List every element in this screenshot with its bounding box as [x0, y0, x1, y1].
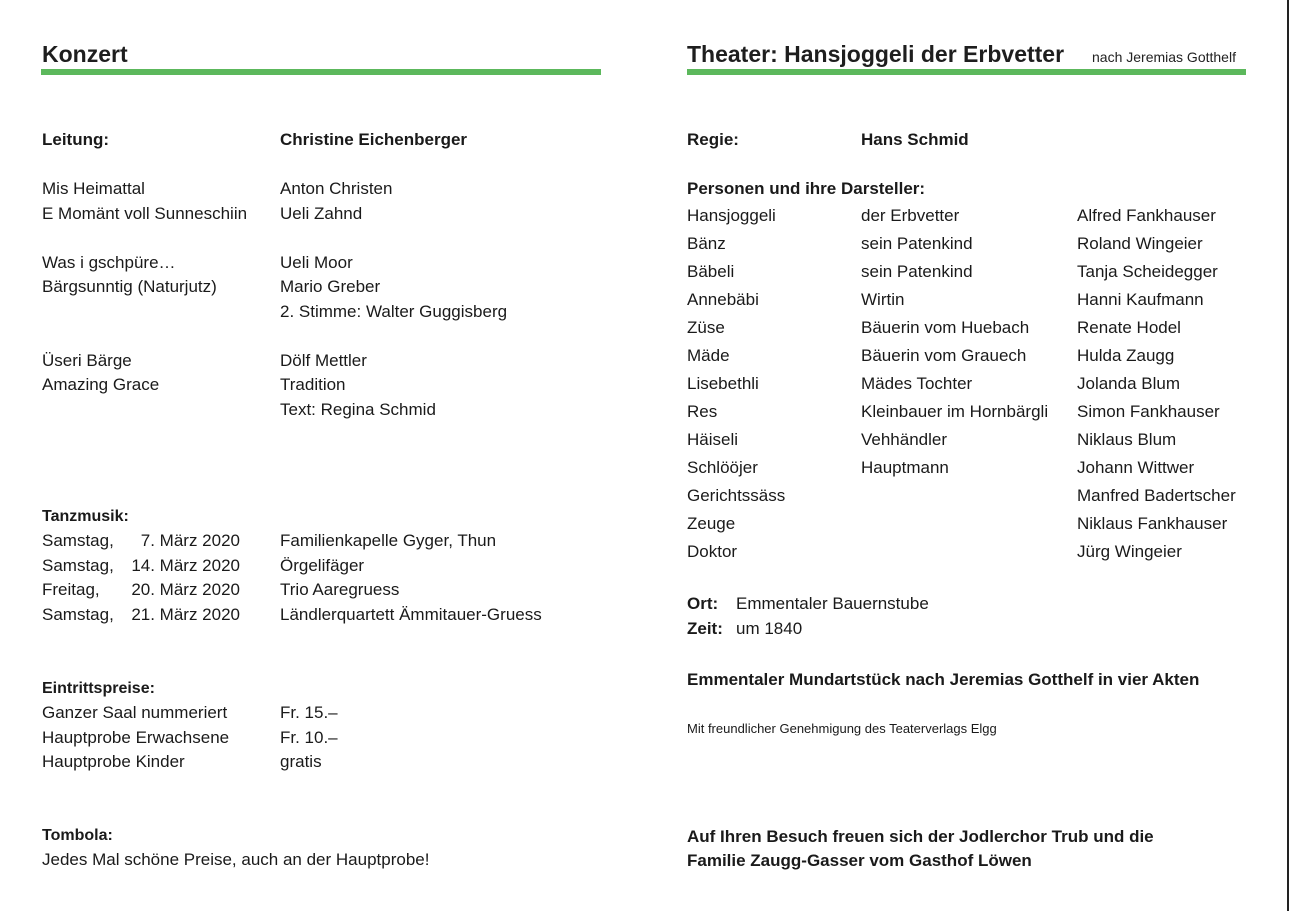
cast-actor: Hulda Zaugg [1077, 346, 1175, 365]
preise-label: Eintrittspreise: [42, 680, 155, 697]
cast-desc: Vehhändler [861, 430, 948, 449]
song-title: Mis Heimattal [42, 179, 145, 198]
preise-values [280, 703, 338, 777]
zeit-value: um 1840 [736, 619, 803, 638]
zeit-label: Zeit: [687, 619, 723, 638]
personen-label: Personen und ihre Darsteller: [687, 179, 926, 198]
cast-role: Züse [687, 318, 725, 337]
song-title [42, 302, 247, 327]
cast-actor: Jolanda Blum [1077, 374, 1181, 393]
tanz-band: Ländlerquartett Ämmitauer-Gruess [280, 604, 542, 624]
preis-item: Ganzer Saal nummeriert [42, 703, 228, 722]
song-author: Text: Regina Schmid [280, 399, 436, 419]
cast-actor: Alfred Fankhauser [1077, 206, 1216, 225]
preis-value: Fr. 10.– [280, 727, 338, 747]
song-author: Anton Christen [280, 179, 393, 198]
tanz-band: Familienkapelle Gyger, Thun [280, 531, 497, 550]
page-border-line [1287, 0, 1289, 911]
preise-items [42, 703, 229, 777]
cast-actor: Niklaus Blum [1077, 430, 1177, 449]
preis-item: Hauptprobe Erwachsene [42, 727, 230, 747]
besuch-line-2: Familie Zaugg-Gasser vom Gasthof Löwen [687, 851, 1032, 870]
cast-roles [687, 206, 785, 570]
cast-actor: Johann Wittwer [1077, 458, 1195, 477]
song-author: 2. Stimme: Walter Guggisberg [280, 301, 508, 321]
cast-desc: Bäuerin vom Huebach [861, 318, 1030, 337]
song-title: Amazing Grace [42, 375, 160, 394]
tanz-band: Trio Aaregruess [280, 580, 400, 599]
cast-role: Schlööjer [687, 458, 758, 477]
regie-name: Hans Schmid [861, 130, 969, 149]
song-title: E Momänt voll Sunneschiin [42, 203, 248, 223]
theater-subtitle: nach Jeremias Gotthelf [1092, 49, 1236, 65]
song-title [42, 400, 247, 425]
tanz-day: Freitag, [42, 580, 100, 599]
song-author: Ueli Moor [280, 252, 353, 272]
tombola-text: Jedes Mal schöne Preise, auch an der Hauptprobe! [42, 850, 430, 869]
cast-descriptions [861, 206, 1048, 486]
genehmigung-note: Mit freundlicher Genehmigung des Teaterverlags Elgg [687, 721, 997, 736]
tanzmusik-label: Tanzmusik: [42, 508, 129, 525]
cast-role: Mäde [687, 346, 730, 365]
tanzmusik-bands [280, 531, 542, 629]
preis-item: Hauptprobe Kinder [42, 752, 185, 771]
song-author: Tradition [280, 375, 346, 394]
cast-role: Häiseli [687, 430, 739, 449]
song-title: Üseri Bärge [42, 350, 132, 370]
preis-value: Fr. 15.– [280, 703, 338, 722]
cast-role: Gerichtssäss [687, 486, 786, 505]
preis-value: gratis [280, 752, 322, 771]
cast-desc: Wirtin [861, 290, 905, 309]
cast-desc: der Erbvetter [861, 206, 960, 225]
cast-role: Hansjoggeli [687, 206, 776, 225]
song-author: Ueli Zahnd [280, 203, 363, 223]
cast-role: Lisebethli [687, 374, 759, 393]
tanz-date: 14. März 2020 [131, 555, 240, 575]
konzert-underline [41, 69, 601, 75]
cast-role: Res [687, 402, 718, 421]
cast-actor: Roland Wingeier [1077, 234, 1203, 253]
song-title: Was i gschpüre… [42, 252, 176, 272]
song-author: Mario Greber [280, 277, 381, 296]
cast-actor: Jürg Wingeier [1077, 542, 1182, 561]
tanz-day: Samstag, [42, 531, 114, 550]
cast-actor: Renate Hodel [1077, 318, 1181, 337]
tanz-date: 20. März 2020 [131, 580, 240, 599]
tanz-date: 7. März 2020 [140, 531, 240, 550]
cast-desc: Kleinbauer im Hornbärgli [861, 402, 1049, 421]
cast-actor: Hanni Kaufmann [1077, 290, 1204, 309]
tombola-label: Tombola: [42, 827, 113, 844]
cast-desc: Bäuerin vom Grauech [861, 346, 1027, 365]
cast-role: Zeuge [687, 514, 736, 533]
ort-label: Ort: [687, 594, 719, 613]
stueck-description: Emmentaler Mundartstück nach Jeremias Gotthelf in vier Akten [687, 670, 1200, 689]
konzert-title: Konzert [42, 41, 128, 67]
tanz-band: Örgelifäger [280, 555, 365, 575]
cast-role: Annebäbi [687, 290, 759, 309]
cast-desc: Mädes Tochter [861, 374, 973, 393]
cast-role: Bäbeli [687, 262, 735, 281]
cast-actors [1077, 206, 1236, 570]
theater-underline [687, 69, 1246, 75]
leitung-name: Christine Eichenberger [280, 130, 468, 149]
song-authors [280, 179, 507, 424]
cast-actor: Niklaus Fankhauser [1077, 514, 1228, 533]
cast-desc: sein Patenkind [861, 262, 973, 281]
cast-actor: Manfred Badertscher [1077, 486, 1236, 505]
besuch-line-1: Auf Ihren Besuch freuen sich der Jodlerchor Trub und die [687, 827, 1154, 846]
cast-role: Doktor [687, 542, 738, 561]
cast-actor: Tanja Scheidegger [1077, 262, 1218, 281]
cast-desc: Hauptmann [861, 458, 949, 477]
song-author: Dölf Mettler [280, 350, 367, 370]
song-title: Bärgsunntig (Naturjutz) [42, 277, 217, 296]
regie-label: Regie: [687, 130, 739, 149]
tanz-day: Samstag, [42, 555, 114, 575]
cast-desc: sein Patenkind [861, 234, 973, 253]
song-titles [42, 179, 247, 424]
theater-title: Theater: Hansjoggeli der Erbvetter [687, 41, 1065, 67]
tanz-day: Samstag, [42, 604, 114, 624]
cast-actor: Simon Fankhauser [1077, 402, 1220, 421]
ort-value: Emmentaler Bauernstube [736, 594, 929, 613]
leitung-label: Leitung: [42, 130, 110, 149]
tanz-date: 21. März 2020 [131, 604, 240, 624]
cast-role: Bänz [687, 234, 726, 253]
tanzmusik-dates [100, 531, 240, 629]
